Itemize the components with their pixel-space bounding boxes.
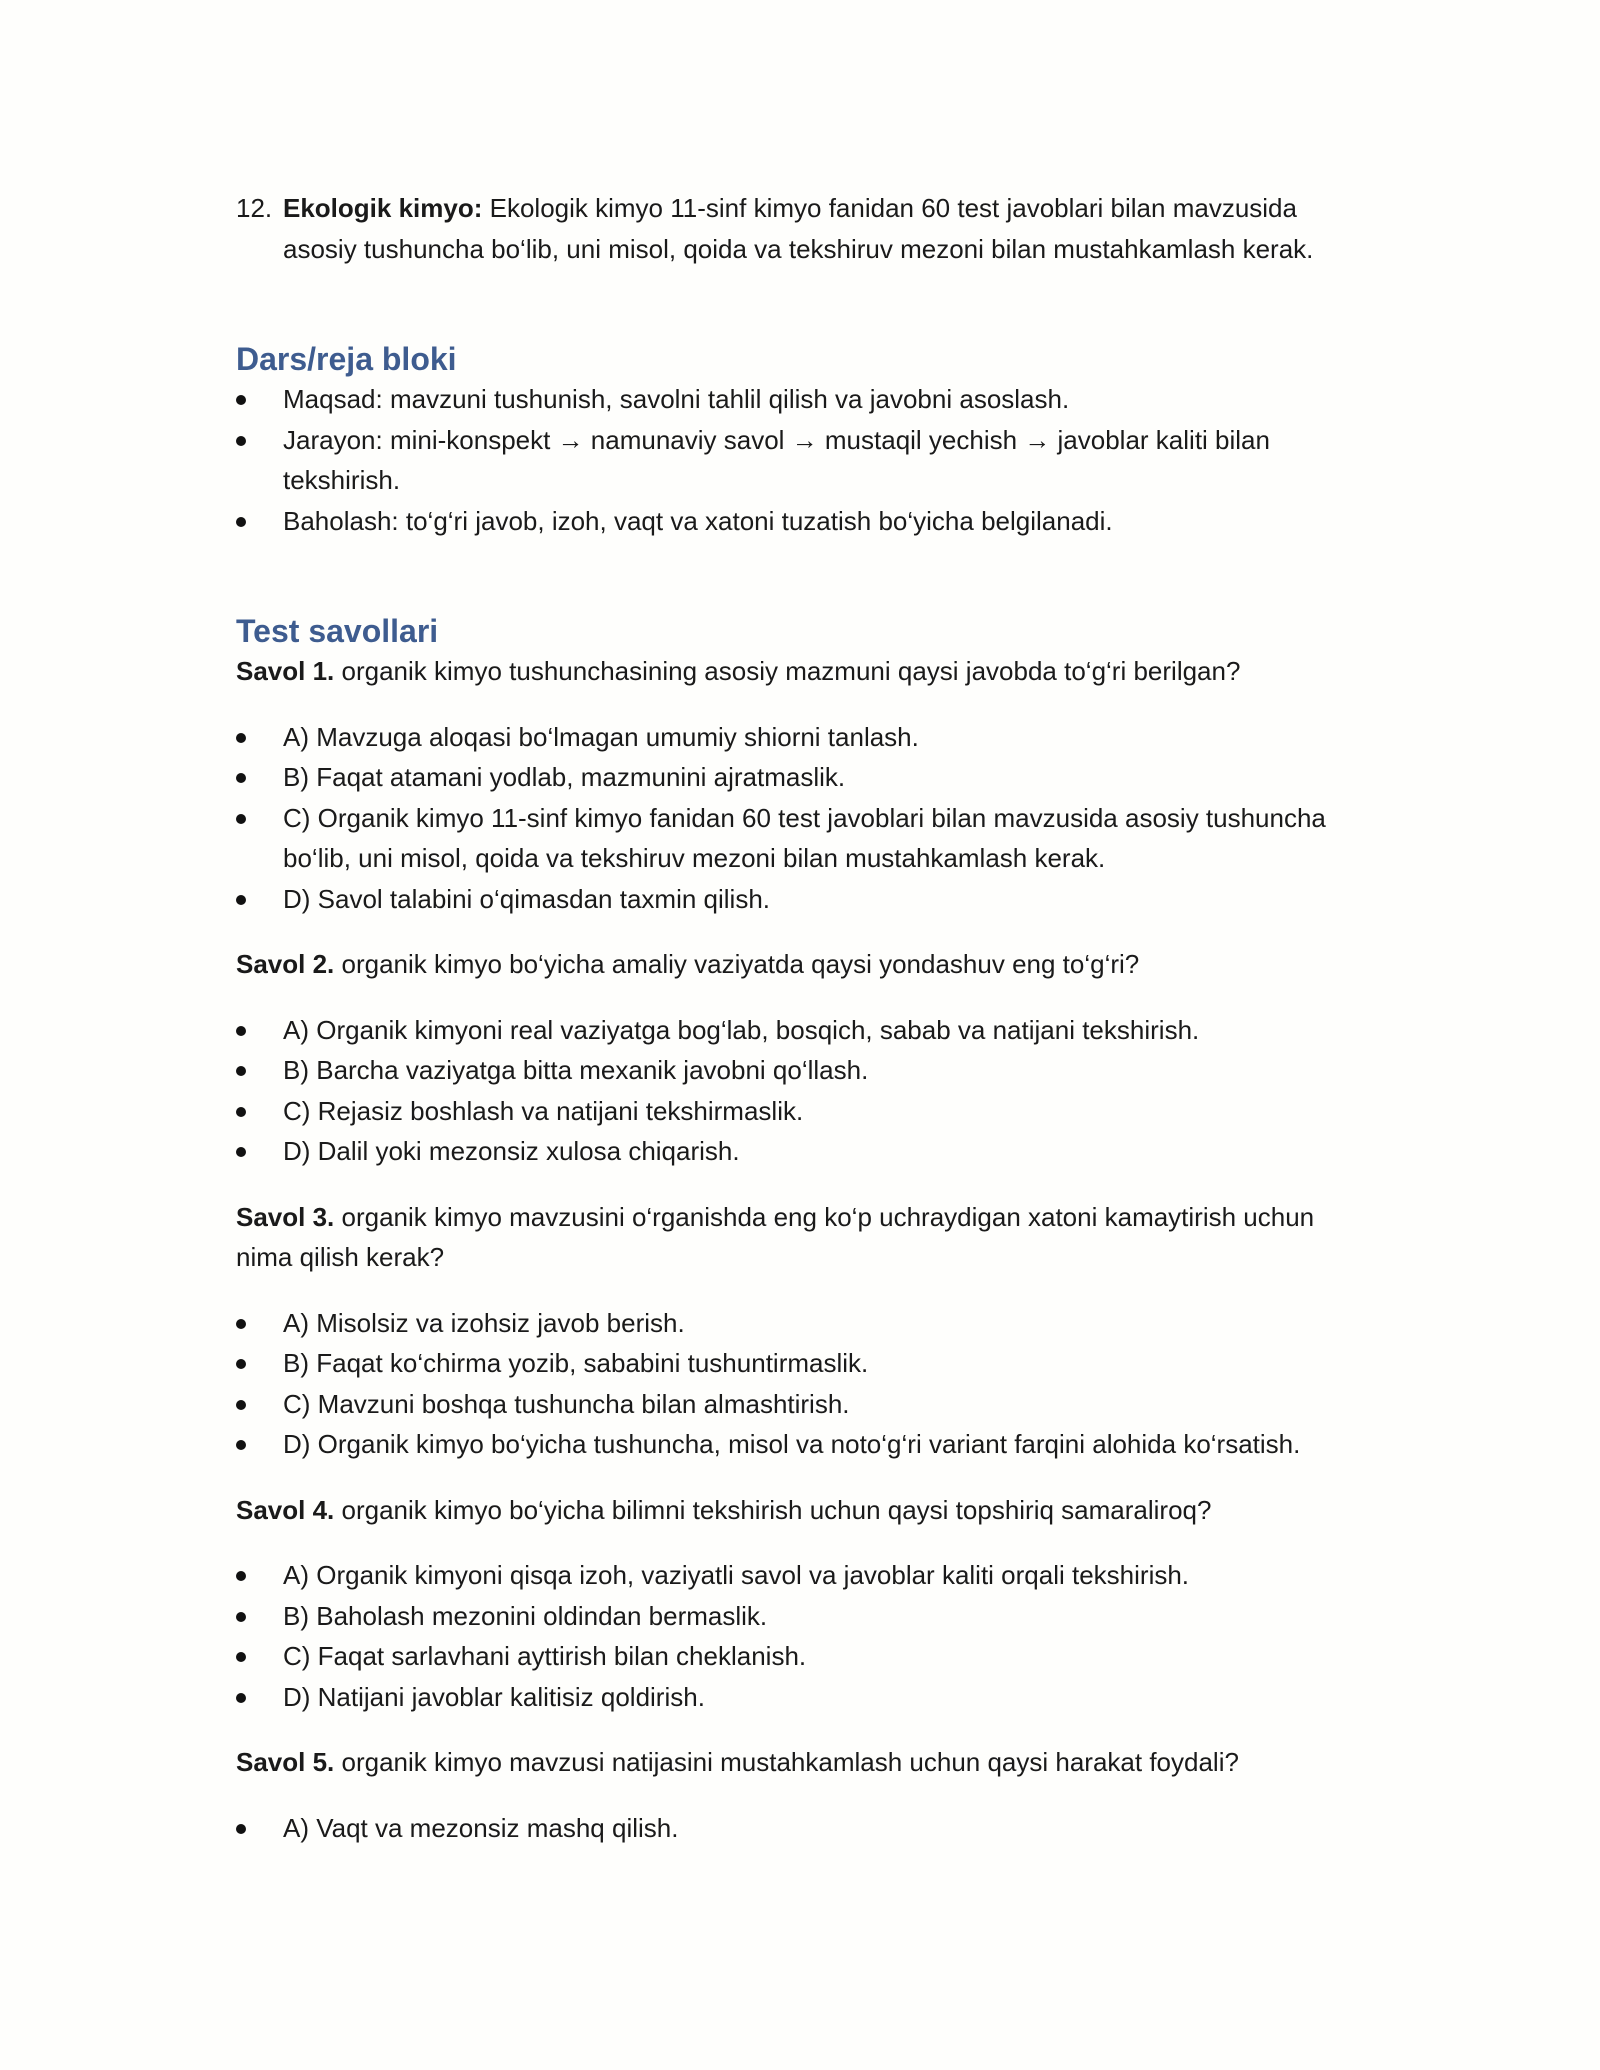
list-item: Baholash: to‘g‘ri javob, izoh, vaqt va xatoni tuzatish bo‘yicha belgilanadi.: [236, 501, 1346, 542]
item-body: Ekologik kimyo 11-sinf kimyo fanidan 60 test javoblari bilan mavzusida asosiy tushuncha bo‘lib, uni misol, qoida va tekshiruv mezoni bilan mustahkamlash kerak.: [283, 193, 1314, 264]
option-item: C) Faqat sarlavhani ayttirish bilan cheklanish.: [236, 1636, 1346, 1677]
option-list: [236, 1555, 1346, 1717]
option-list: [236, 1010, 1346, 1172]
section-heading-plan: Dars/reja bloki: [236, 341, 457, 377]
option-list: [236, 1808, 1346, 1849]
bullet-icon: [236, 1107, 246, 1117]
question: [236, 651, 1346, 692]
plan-list: [236, 379, 1346, 541]
option-item: A) Vaqt va mezonsiz mashq qilish.: [236, 1808, 1346, 1849]
option-item: C) Organik kimyo 11-sinf kimyo fanidan 60 test javoblari bilan mavzusida asosiy tushuncha bo‘lib, uni misol, qoida va tekshiruv mezoni bilan mustahkamlash kerak.: [236, 798, 1346, 879]
option-item: D) Natijani javoblar kalitisiz qoldirish.: [236, 1677, 1346, 1718]
option-item: C) Rejasiz boshlash va natijani tekshirmaslik.: [236, 1091, 1346, 1132]
bullet-icon: [236, 1147, 246, 1157]
question-text: organik kimyo tushunchasining asosiy mazmuni qaysi javobda to‘g‘ri berilgan?: [341, 656, 1241, 686]
bullet-icon: [236, 814, 246, 824]
option-item: B) Baholash mezonini oldindan bermaslik.: [236, 1596, 1346, 1637]
question-label: Savol 3.: [236, 1201, 335, 1232]
question-text: organik kimyo bo‘yicha bilimni tekshirish uchun qaysi topshiriq samaraliroq?: [341, 1494, 1212, 1525]
question: [236, 1490, 1346, 1531]
bullet-icon: [236, 395, 246, 405]
option-item: D) Dalil yoki mezonsiz xulosa chiqarish.: [236, 1131, 1346, 1172]
bullet-icon: [236, 1319, 246, 1329]
bullet-icon: [236, 1612, 246, 1622]
bullet-icon: [236, 1359, 246, 1369]
option-item: A) Organik kimyoni real vaziyatga bog‘lab, bosqich, sabab va natijani tekshirish.: [236, 1010, 1346, 1051]
option-item: A) Organik kimyoni qisqa izoh, vaziyatli savol va javoblar kaliti orqali tekshirish.: [236, 1555, 1346, 1596]
bullet-icon: [236, 1026, 246, 1036]
bullet-icon: [236, 1440, 246, 1450]
document-content: [236, 188, 1346, 1848]
bullet-icon: [236, 895, 246, 905]
question-label: Savol 2.: [236, 949, 335, 979]
question-label: Savol 5.: [236, 1747, 335, 1777]
item-number: 12.: [236, 193, 273, 223]
question-label: Savol 1.: [236, 656, 335, 686]
question-label: Savol 4.: [236, 1494, 335, 1525]
list-item: Maqsad: mavzuni tushunish, savolni tahlil qilish va javobni asoslash.: [236, 379, 1346, 420]
bullet-icon: [236, 1400, 246, 1410]
option-item: A) Mavzuga aloqasi bo‘lmagan umumiy shiorni tanlash.: [236, 717, 1346, 758]
option-item: C) Mavzuni boshqa tushuncha bilan almashtirish.: [236, 1384, 1346, 1425]
bullet-icon: [236, 733, 246, 743]
bullet-icon: [236, 436, 246, 446]
question-text: organik kimyo mavzusini o‘rganishda eng ko‘p uchraydigan xatoni kamaytirish uchun nima qilish kerak?: [236, 1201, 1315, 1272]
option-item: B) Faqat atamani yodlab, mazmunini ajratmaslik.: [236, 757, 1346, 798]
list-item: Jarayon: mini-konspekt → namunaviy savol → mustaqil yechish → javoblar kaliti bilan tekshirish.: [236, 420, 1346, 501]
bullet-icon: [236, 1693, 246, 1703]
question: [236, 1197, 1346, 1278]
bullet-icon: [236, 517, 246, 527]
option-list: [236, 717, 1346, 920]
option-item: A) Misolsiz va izohsiz javob berish.: [236, 1303, 1346, 1344]
item-bold-term: Ekologik kimyo:: [283, 193, 483, 223]
item-text: [283, 188, 1346, 269]
bullet-icon: [236, 1652, 246, 1662]
question-text: organik kimyo mavzusi natijasini mustahkamlash uchun qaysi harakat foydali?: [341, 1747, 1239, 1777]
bullet-icon: [236, 1571, 246, 1581]
question: [236, 944, 1346, 985]
option-item: B) Faqat ko‘chirma yozib, sababini tushuntirmaslik.: [236, 1343, 1346, 1384]
question: [236, 1742, 1346, 1783]
option-item: D) Savol talabini o‘qimasdan taxmin qilish.: [236, 879, 1346, 920]
option-list: [236, 1303, 1346, 1465]
numbered-item: [236, 188, 1346, 269]
bullet-icon: [236, 773, 246, 783]
option-item: B) Barcha vaziyatga bitta mexanik javobni qo‘llash.: [236, 1050, 1346, 1091]
option-item: D) Organik kimyo bo‘yicha tushuncha, misol va noto‘g‘ri variant farqini alohida ko‘rsatish.: [236, 1424, 1346, 1465]
bullet-icon: [236, 1066, 246, 1076]
bullet-icon: [236, 1824, 246, 1834]
section-heading-tests: Test savollari: [236, 613, 439, 649]
question-text: organik kimyo bo‘yicha amaliy vaziyatda qaysi yondashuv eng to‘g‘ri?: [341, 949, 1140, 979]
